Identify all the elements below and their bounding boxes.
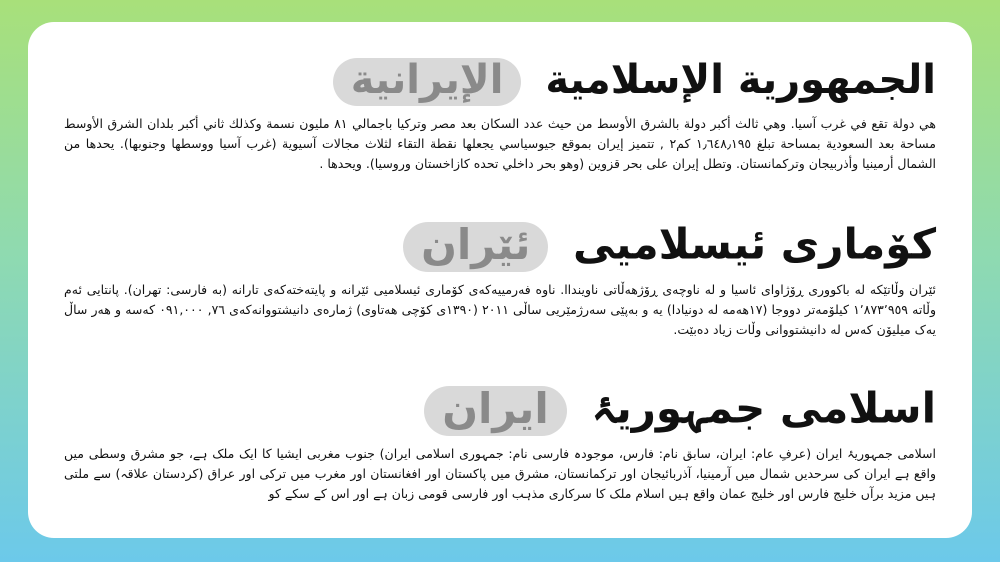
section-body: هي دولة تقع في غرب آسيا. وهي ثالث أكبر دولة بالشرق الأوسط من حيث عدد السكان بعد مصر وتركيا باجمالي ٨١ مليون نسمة وكذلك ثاني أكبر بلدان الشرق الأوسط مساحة بعد السعودية بمساحة تبلغ ١٫٦٤٨٫١٩٥ كم٢ , تتميز إيران بموقع جيوسياسي يجعلها نقطة التقاء لثلاث مجالات آسيوية (غرب آسيا ووسطها وجنوبها). يحدها من الشمال أرمينيا وأذربيجان وتركمانستان. وتطل إيران على بحر قزوين (وهو بحر داخلي تحده كازاخستان وروسيا). ويحدها . [64,116,936,171]
title-highlight: ایران [424,386,567,436]
section-kurdish [64,219,937,372]
content-card [28,22,972,538]
heading-row [64,219,936,272]
section-title [333,58,936,106]
title-highlight: الإيرانية [333,58,522,106]
title-main: كۆماری ئیسلامیی [572,219,936,269]
section-body: اسلامی جمہوریۂ ایران (عرفِ عام: ایران، سابق نام: فارس، موجودہ فارسی نام: جمہوری اسلامی ایران) جنوب مغربی ایشیا کا ایک ملک ہے، جو مشرق وسطی میں واقع ہے ایران کی سرحدیں شمال میں آرمینیا، آذربائیجان اور ترکمانستان، مشرق میں پاکستان اور افغانستان اور مغرب میں ترکی اور عراق (کردستان علاقہ) سے ملتی ہیں مزید برآں خلیج فارس اور خلیج عمان واقع ہیں اسلام ملک کا سرکاری مذہب اور فارسی قومی زبان ہے اور اس کے سکے کو [64,446,936,501]
heading-row [64,383,936,436]
title-main: اسلامی جمہوریۂ [591,383,936,433]
title-highlight: ئێران [403,222,548,272]
section-urdu [64,383,936,504]
heading-row [64,58,936,106]
section-arabic [64,58,936,208]
section-title [403,219,936,272]
title-main: الجمهورية الإسلامية [545,57,936,103]
section-title [424,383,936,436]
section-body: ئێران وڵاتێکە لە باکووری ڕۆژاوای ئاسیا و لە ناوچەی ڕۆژھەڵاتی ناوینداا. ناوە فەرمییەکەی کۆماری ئیسلامیی ئێرانە و پایتەختەکەی تارانە (بە فارسی: تهران). پانتایی ئەم وڵاتە ١٬٨٧٣٬٩٥٩ کیلۆمەتر دووجا (١٧ھەمە لە دونیادا) یە و بەپێی سەرژمێریی ساڵی ٢٠١١ (١٣٩٠ی کۆچی ھەتاوی) ژمارەی دانیشتووانەکەی ٧٦, ٠٩١,٠٠٠ کەسە و ھەر ساڵ یەک میلیۆن کەس لە دانیشتووانی وڵات زیاد دەبێت. [64,282,937,337]
